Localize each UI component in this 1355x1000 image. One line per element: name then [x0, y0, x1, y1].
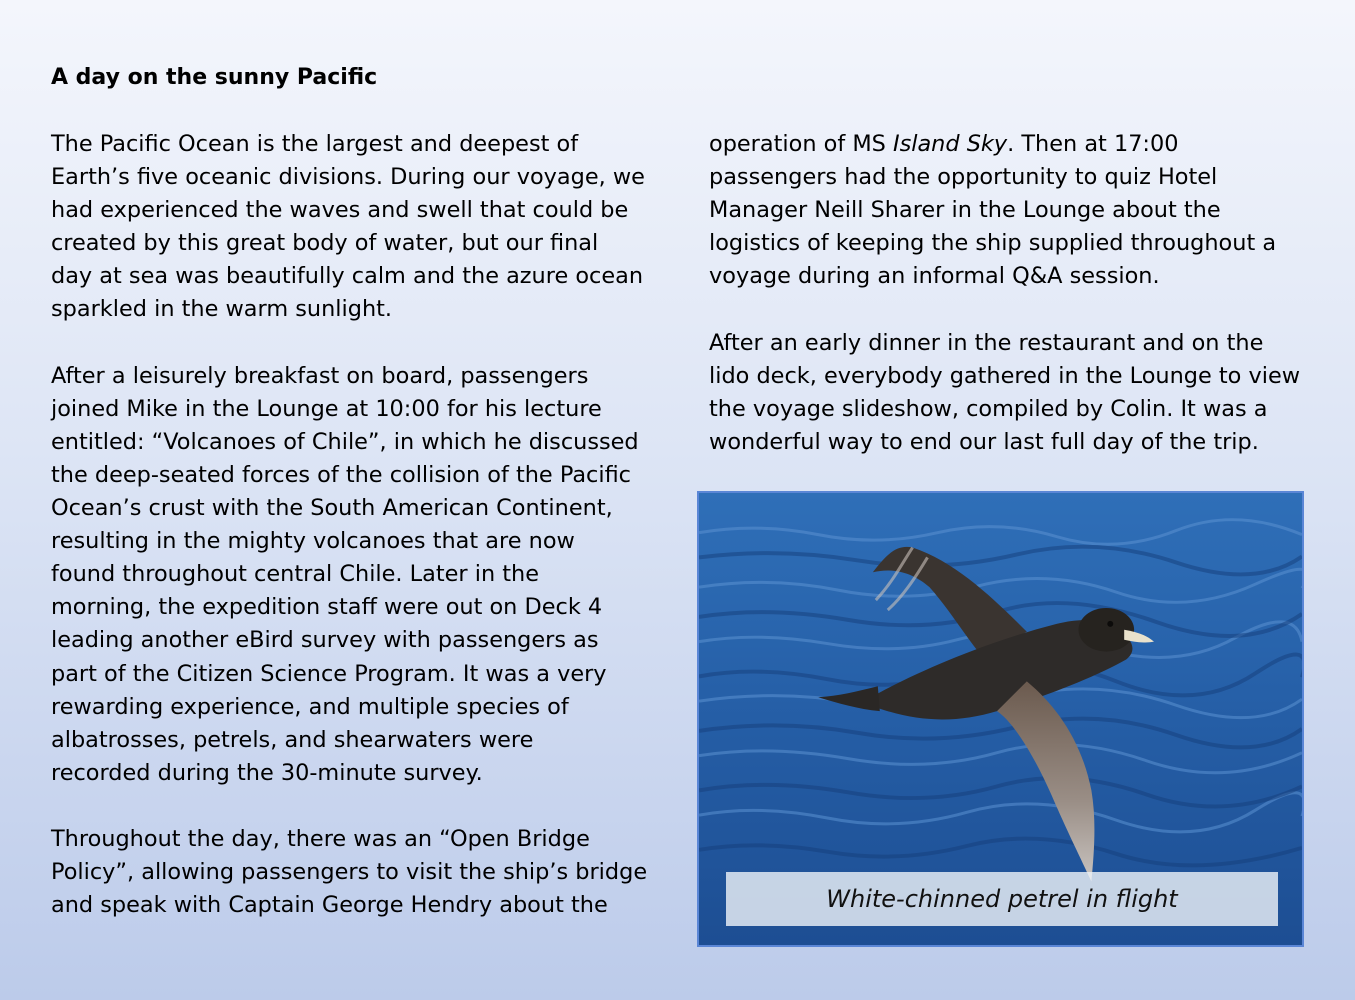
text-line: joined Mike in the Lounge at 10:00 for his lecture [51, 395, 602, 422]
text-line: day at sea was beautifully calm and the azure ocean [51, 263, 644, 290]
text-line: found throughout central Chile. Later in the [51, 561, 540, 588]
photo-caption: White-chinned petrel in flight [826, 885, 1178, 913]
text-line: morning, the expedition staff were out on Deck 4 [51, 594, 603, 621]
text-line: Policy”, allowing passengers to visit the ship’s bridge [51, 859, 648, 886]
text-line [709, 128, 1329, 161]
text-line: logistics of keeping the ship supplied throughout a [709, 230, 1277, 257]
left-column [51, 128, 671, 922]
bird-eye [1107, 621, 1113, 627]
text-line: Throughout the day, there was an “Open Bridge [51, 825, 590, 852]
paragraph-pacific-ocean [51, 128, 671, 327]
text-line: Earth’s five oceanic divisions. During our voyage, we [51, 164, 645, 191]
text-line: sparkled in the warm sunlight. [51, 296, 393, 323]
text-line: resulting in the mighty volcanoes that are now [51, 528, 575, 555]
text-line: lido deck, everybody gathered in the Lounge to view [709, 362, 1301, 389]
text-line: recorded during the 30-minute survey. [51, 759, 483, 786]
text-line: After an early dinner in the restaurant and on the [709, 329, 1264, 356]
article-title: A day on the sunny Pacific [51, 65, 378, 90]
paragraph-slideshow [709, 327, 1329, 459]
caption-box [726, 872, 1278, 926]
right-column [709, 128, 1329, 459]
text-line: entitled: “Volcanoes of Chile”, in which he discussed [51, 428, 639, 455]
text-line: The Pacific Ocean is the largest and deepest of [51, 131, 579, 157]
paragraph-lecture [51, 360, 671, 790]
text-line: the deep-seated forces of the collision of the Pacific [51, 461, 631, 488]
text-line: part of the Citizen Science Program. It was a very [51, 660, 607, 687]
text-line: had experienced the waves and swell that could be [51, 197, 629, 224]
petrel-photo [697, 491, 1304, 947]
text-line: Manager Neill Sharer in the Lounge about the [709, 197, 1221, 224]
text-fragment: . Then at 17:00 [1007, 131, 1179, 157]
text-line: After a leisurely breakfast on board, passengers [51, 362, 589, 389]
text-line: and speak with Captain George Hendry about the [51, 892, 608, 919]
ship-name: Island Sky [892, 131, 1008, 157]
text-line: passengers had the opportunity to quiz Hotel [709, 164, 1218, 191]
text-fragment: operation of MS [709, 131, 893, 157]
paragraph-open-bridge [51, 823, 671, 922]
text-line: leading another eBird survey with passengers as [51, 627, 599, 654]
text-line: created by this great body of water, but our final [51, 230, 599, 257]
text-line: the voyage slideshow, compiled by Colin. It was a [709, 395, 1268, 422]
text-line: wonderful way to end our last full day of the trip. [709, 428, 1259, 455]
text-line: rewarding experience, and multiple species of [51, 693, 569, 720]
bird-head [1078, 608, 1134, 652]
text-line: Ocean’s crust with the South American Continent, [51, 495, 613, 522]
paragraph-hotel-manager [709, 128, 1329, 293]
text-line: albatrosses, petrels, and shearwaters were [51, 726, 534, 753]
text-line: voyage during an informal Q&A session. [709, 263, 1160, 290]
